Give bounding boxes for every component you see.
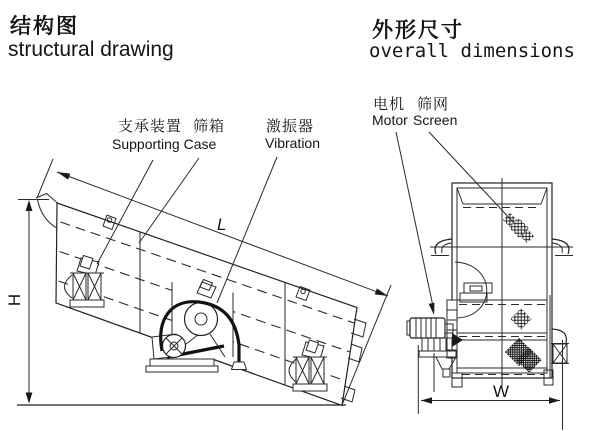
- structural-drawing-view: [17, 157, 391, 406]
- leader-motor: [396, 132, 434, 311]
- label-case-cn: 筛箱: [193, 118, 226, 135]
- drive-pulley: [185, 303, 218, 336]
- leader-screen: [429, 132, 513, 222]
- title-overall-en: overall dimensions: [369, 40, 575, 62]
- title-overall-cn: 外形尺寸: [372, 19, 464, 42]
- title-structural-en: structural drawing: [8, 38, 174, 61]
- label-motor-en: Motor: [372, 112, 408, 128]
- side-spring: [550, 295, 569, 378]
- dim-label-width: W: [492, 382, 510, 401]
- width-dimension: [418, 340, 562, 430]
- label-vibration-cn: 激振器: [266, 118, 315, 135]
- label-screen-en: Screen: [413, 112, 458, 128]
- label-screen-cn: 筛网: [417, 96, 450, 113]
- label-supporting-case-en: Supporting Case: [112, 136, 217, 152]
- dim-label-height: H: [5, 293, 24, 307]
- label-supporting-cn: 支承装置: [118, 118, 183, 135]
- screen-mesh-hatch: [503, 213, 542, 373]
- overall-dimensions-view: [396, 132, 573, 430]
- leader-case: [139, 158, 199, 243]
- dim-label-length: L: [217, 215, 227, 234]
- title-structural-cn: 结构图: [10, 15, 79, 38]
- label-vibration-en: Vibration: [265, 135, 321, 151]
- label-motor-cn: 电机: [373, 96, 406, 113]
